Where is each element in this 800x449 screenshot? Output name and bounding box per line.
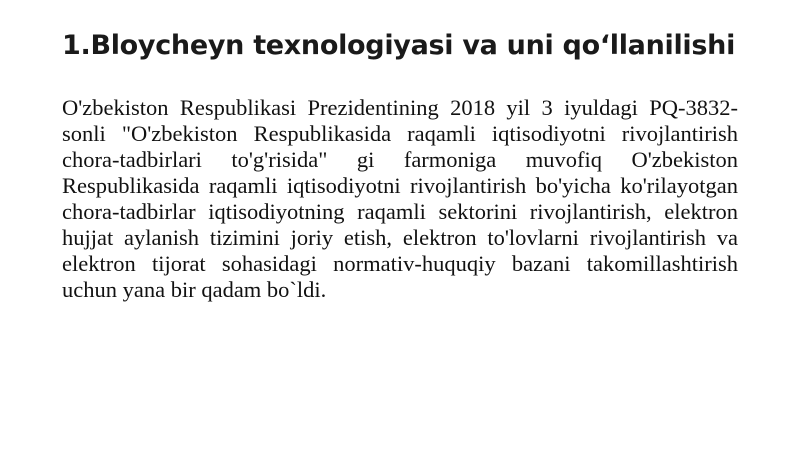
slide-title: 1.Bloycheyn texnologiyasi va uni qo‘llanilishi — [62, 30, 736, 61]
slide-body-text: O'zbekiston Respublikasi Prezidentining 2018 yil 3 iyuldagi PQ-3832-sonli "O'zbekiston Respublikasida raqamli iqtisodiyotni rivojlantirish chora-tadbirlari to'g'risida" gi farmoniga muvofiq O'zbekiston Respublikasida raqamli iqtisodiyotni rivojlantirish bo'yicha ko'rilayotgan chora-tadbirlar iqtisodiyotning raqamli sektorini rivojlantirish, elektron hujjat aylanish tizimini joriy etish, elektron to'lovlarni rivojlantirish va elektron tijorat sohasidagi normativ-huquqiy bazani takomillashtirish uchun yana bir qadam bo`ldi. — [62, 95, 738, 302]
